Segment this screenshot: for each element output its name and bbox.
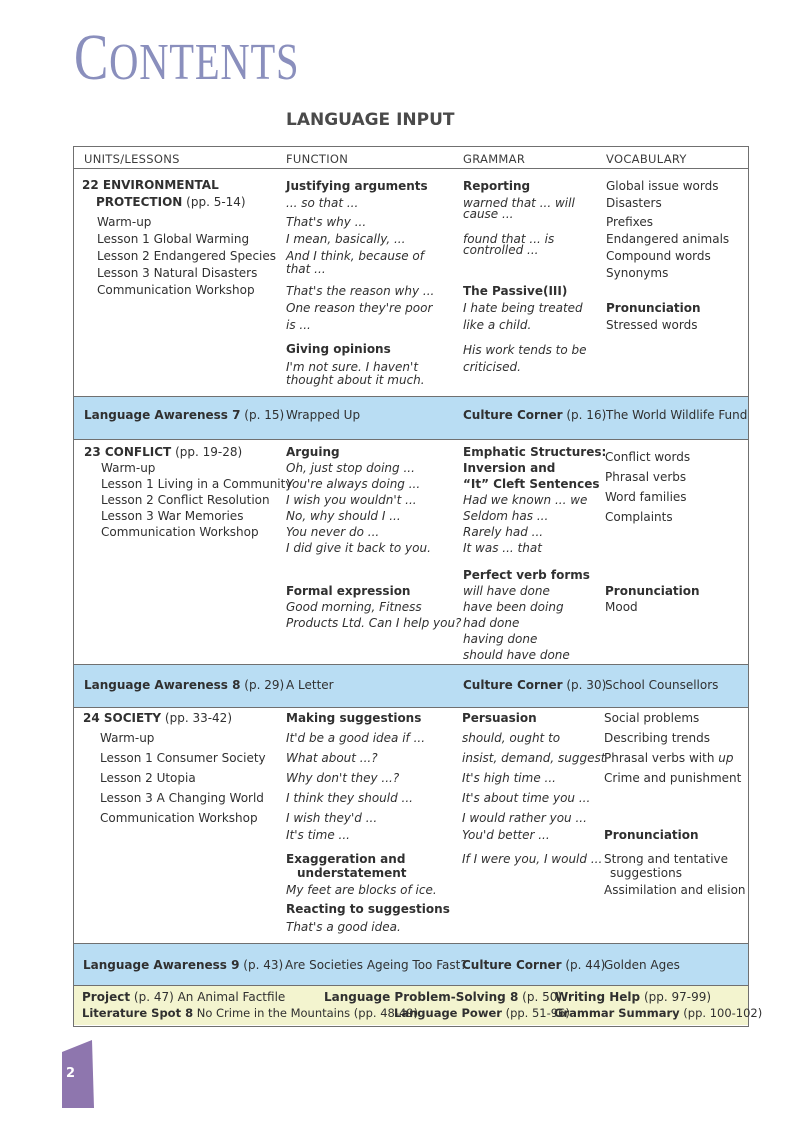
lesson-item: Lesson 2 Utopia: [100, 771, 196, 785]
vocabulary-item: Prefixes: [606, 215, 654, 229]
pronunciation-heading: Pronunciation: [605, 584, 700, 598]
language-awareness-9: Language Awareness 9 (p. 43): [83, 958, 284, 972]
grammar-item: You'd better ...: [462, 828, 550, 842]
pronunciation-item: suggestions: [610, 866, 682, 880]
pronunciation-heading: Pronunciation: [606, 301, 701, 315]
unit-22-title-line2: PROTECTION (pp. 5-14): [96, 195, 246, 209]
lesson-item: Lesson 1 Consumer Society: [100, 751, 266, 765]
rule: [74, 707, 748, 708]
function-item: I did give it back to you.: [286, 541, 431, 555]
culture-corner-9: Culture Corner (p. 44): [462, 958, 606, 972]
grammar-item: It's high time ...: [462, 771, 556, 785]
function-item: I mean, basically, ...: [286, 232, 406, 246]
footer-language-power: Language Power (pp. 51-96): [394, 1006, 570, 1020]
grammar-item: warned that ... will: [463, 196, 575, 210]
band-8-function: A Letter: [286, 678, 334, 692]
function-item: I wish you wouldn't ...: [286, 493, 417, 507]
grammar-item: having done: [463, 632, 538, 646]
band-9-function: Are Societies Ageing Too Fast?: [285, 958, 467, 972]
grammar-item: cause ...: [463, 207, 514, 221]
grammar-heading: “It” Cleft Sentences: [463, 477, 600, 491]
unit-22-title: 22 ENVIRONMENTAL: [82, 178, 219, 192]
unit-23-title: 23 CONFLICT (pp. 19-28): [84, 445, 243, 459]
function-item: Why don't they ...?: [286, 771, 400, 785]
grammar-item: I would rather you ...: [462, 811, 587, 825]
pronunciation-heading: Pronunciation: [604, 828, 699, 842]
band-7-function: Wrapped Up: [286, 408, 361, 422]
band-8-vocabulary: School Counsellors: [605, 678, 719, 692]
grammar-item: insist, demand, suggest: [462, 751, 606, 765]
function-item: That's a good idea.: [286, 920, 401, 934]
language-awareness-7: Language Awareness 7 (p. 15): [84, 408, 285, 422]
lesson-item: Communication Workshop: [100, 811, 258, 825]
vocabulary-item: Word families: [605, 490, 687, 504]
vocabulary-item: Compound words: [606, 249, 711, 263]
function-item: thought about it much.: [286, 373, 425, 387]
vocabulary-item: Phrasal verbs with up: [604, 751, 734, 765]
rule: [74, 396, 748, 397]
page-number-tab: [58, 1040, 96, 1108]
rule: [74, 943, 748, 944]
function-item: Products Ltd. Can I help you?: [286, 616, 462, 630]
lesson-item: Lesson 2 Endangered Species: [97, 249, 277, 263]
function-item: And I think, because of: [286, 249, 424, 263]
vocabulary-item: Complaints: [605, 510, 673, 524]
function-item: Good morning, Fitness: [286, 600, 422, 614]
vocabulary-item: Social problems: [604, 711, 700, 725]
footer-problem-solving: Language Problem-Solving 8 (p. 50): [324, 990, 563, 1004]
lesson-item: Warm-up: [101, 461, 156, 475]
function-item: You're always doing ...: [286, 477, 421, 491]
grammar-heading: The Passive(III): [463, 284, 568, 298]
lesson-item: Warm-up: [100, 731, 155, 745]
grammar-item: should, ought to: [462, 731, 561, 745]
function-item: ... so that ...: [286, 196, 359, 210]
grammar-item: should have done: [463, 648, 570, 662]
lesson-item: Lesson 1 Global Warming: [97, 232, 250, 246]
vocabulary-item: Describing trends: [604, 731, 710, 745]
function-item: That's the reason why ...: [286, 284, 435, 298]
section-subtitle: LANGUAGE INPUT: [286, 110, 455, 130]
header-vocabulary: VOCABULARY: [606, 152, 687, 166]
grammar-heading: Emphatic Structures:: [463, 445, 607, 459]
function-item: No, why should I ...: [286, 509, 401, 523]
grammar-item: will have done: [463, 584, 550, 598]
band-9-vocabulary: Golden Ages: [604, 958, 680, 972]
grammar-item: His work tends to be: [463, 343, 587, 357]
function-heading: Reacting to suggestions: [286, 902, 450, 916]
grammar-item: found that ... is: [463, 232, 555, 246]
pronunciation-item: Mood: [605, 600, 638, 614]
function-heading: Exaggeration and: [286, 852, 406, 866]
page-number: 2: [66, 1066, 76, 1081]
grammar-item: like a child.: [463, 318, 532, 332]
function-item: I wish they'd ...: [286, 811, 378, 825]
function-item: I think they should ...: [286, 791, 413, 805]
grammar-heading: Perfect verb forms: [463, 568, 590, 582]
footer-writing-help: Writing Help (pp. 97-99): [555, 990, 712, 1004]
function-item: is ...: [286, 318, 311, 332]
grammar-item: Rarely had ...: [463, 525, 544, 539]
grammar-item: I hate being treated: [463, 301, 583, 315]
function-heading: understatement: [297, 866, 407, 880]
grammar-heading: Inversion and: [463, 461, 556, 475]
grammar-item: If I were you, I would ...: [462, 852, 603, 866]
header-units: UNITS/LESSONS: [84, 152, 180, 166]
grammar-item: Seldom has ...: [463, 509, 549, 523]
rule: [74, 664, 748, 665]
page-title: CONTENTS: [74, 21, 300, 94]
lesson-item: Lesson 3 Natural Disasters: [97, 266, 258, 280]
function-item: that ...: [286, 262, 326, 276]
footer-grammar-summary: Grammar Summary (pp. 100-102): [554, 1006, 763, 1020]
function-item: I'm not sure. I haven't: [286, 360, 419, 374]
grammar-item: had done: [463, 616, 520, 630]
function-heading: Arguing: [286, 445, 340, 459]
function-heading: Making suggestions: [286, 711, 422, 725]
lesson-item: Communication Workshop: [97, 283, 255, 297]
function-item: Oh, just stop doing ...: [286, 461, 415, 475]
vocabulary-item: Global issue words: [606, 179, 719, 193]
grammar-item: Had we known ... we: [463, 493, 588, 507]
header-rule: [74, 168, 748, 169]
header-grammar: GRAMMAR: [463, 152, 526, 166]
footer-literature-spot: Literature Spot 8 No Crime in the Mountains (pp. 48-49): [82, 1006, 419, 1020]
lesson-item: Lesson 2 Conflict Resolution: [101, 493, 270, 507]
function-heading: Justifying arguments: [286, 179, 428, 193]
unit-24-title: 24 SOCIETY (pp. 33-42): [83, 711, 233, 725]
grammar-item: have been doing: [463, 600, 564, 614]
grammar-item: It's about time you ...: [462, 791, 591, 805]
pronunciation-item: Strong and tentative: [604, 852, 729, 866]
function-item: That's why ...: [286, 215, 367, 229]
footer-project: Project (p. 47) An Animal Factfile: [82, 990, 286, 1004]
band-7-vocabulary: The World Wildlife Fund: [606, 408, 748, 422]
culture-corner-7: Culture Corner (p. 16): [463, 408, 607, 422]
function-item: You never do ...: [286, 525, 380, 539]
lesson-item: Communication Workshop: [101, 525, 259, 539]
grammar-item: It was ... that: [463, 541, 542, 555]
grammar-item: criticised.: [463, 360, 521, 374]
vocabulary-item: Phrasal verbs: [605, 470, 687, 484]
lesson-item: Warm-up: [97, 215, 152, 229]
pronunciation-item: Assimilation and elision: [604, 883, 746, 897]
vocabulary-item: Disasters: [606, 196, 662, 210]
grammar-item: controlled ...: [463, 243, 539, 257]
function-item: One reason they're poor: [286, 301, 433, 315]
function-heading: Formal expression: [286, 584, 411, 598]
lesson-item: Lesson 3 War Memories: [101, 509, 244, 523]
lesson-item: Lesson 1 Living in a Community: [101, 477, 293, 491]
vocabulary-item: Crime and punishment: [604, 771, 742, 785]
rule: [74, 439, 748, 440]
vocabulary-item: Synonyms: [606, 266, 669, 280]
rule: [74, 985, 748, 986]
function-item: It's time ...: [286, 828, 350, 842]
grammar-heading: Persuasion: [462, 711, 537, 725]
function-heading: Giving opinions: [286, 342, 391, 356]
lesson-item: Lesson 3 A Changing World: [100, 791, 264, 805]
language-awareness-8: Language Awareness 8 (p. 29): [84, 678, 285, 692]
header-function: FUNCTION: [286, 152, 349, 166]
culture-corner-8: Culture Corner (p. 30): [463, 678, 607, 692]
vocabulary-item: Endangered animals: [606, 232, 730, 246]
vocabulary-item: Conflict words: [605, 450, 691, 464]
grammar-heading: Reporting: [463, 179, 531, 193]
function-item: My feet are blocks of ice.: [286, 883, 437, 897]
function-item: It'd be a good idea if ...: [286, 731, 426, 745]
function-item: What about ...?: [286, 751, 378, 765]
pronunciation-item: Stressed words: [606, 318, 698, 332]
